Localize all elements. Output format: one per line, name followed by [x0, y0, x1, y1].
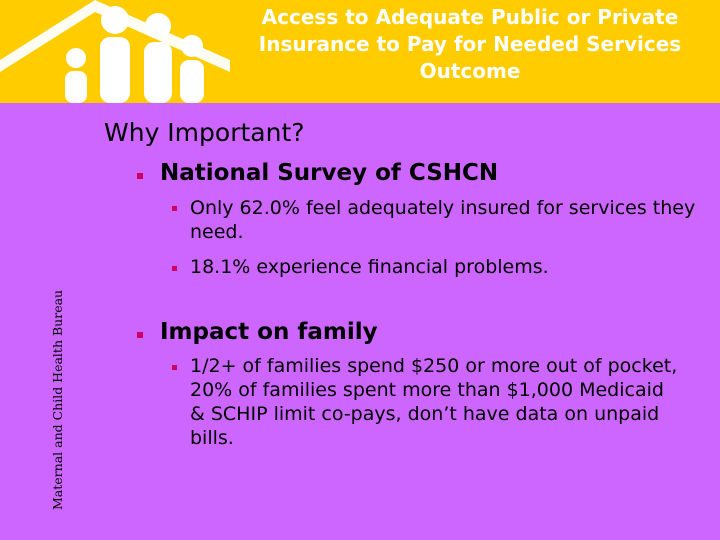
bullet-icon: [172, 266, 177, 271]
slide-heading: Why Important?: [104, 118, 305, 147]
vertical-label: Maternal and Child Health Bureau: [50, 289, 65, 510]
section-title: National Survey of CSHCN: [160, 160, 499, 186]
header-banner: [0, 0, 720, 103]
list-item: 18.1% experience financial problems.: [190, 256, 549, 278]
bullet-icon: [172, 365, 177, 370]
section-title: Impact on family: [160, 319, 378, 345]
list-item: Only 62.0% feel adequately insured for services they need.: [190, 197, 696, 243]
family-logo-icon: [0, 0, 230, 103]
slide-title: Access to Adequate Public or Private Insurance to Pay for Needed Services Outcome: [258, 5, 682, 83]
list-item: 1/2+ of families spend $250 or more out of pocket, 20% of families spent more than $1,000 Medicaid & SCHIP limit co-pays, don’t have data on unpaid bills.: [190, 355, 678, 449]
bullet-icon: [137, 173, 143, 179]
bullet-icon: [172, 206, 177, 211]
bullet-icon: [137, 332, 143, 338]
